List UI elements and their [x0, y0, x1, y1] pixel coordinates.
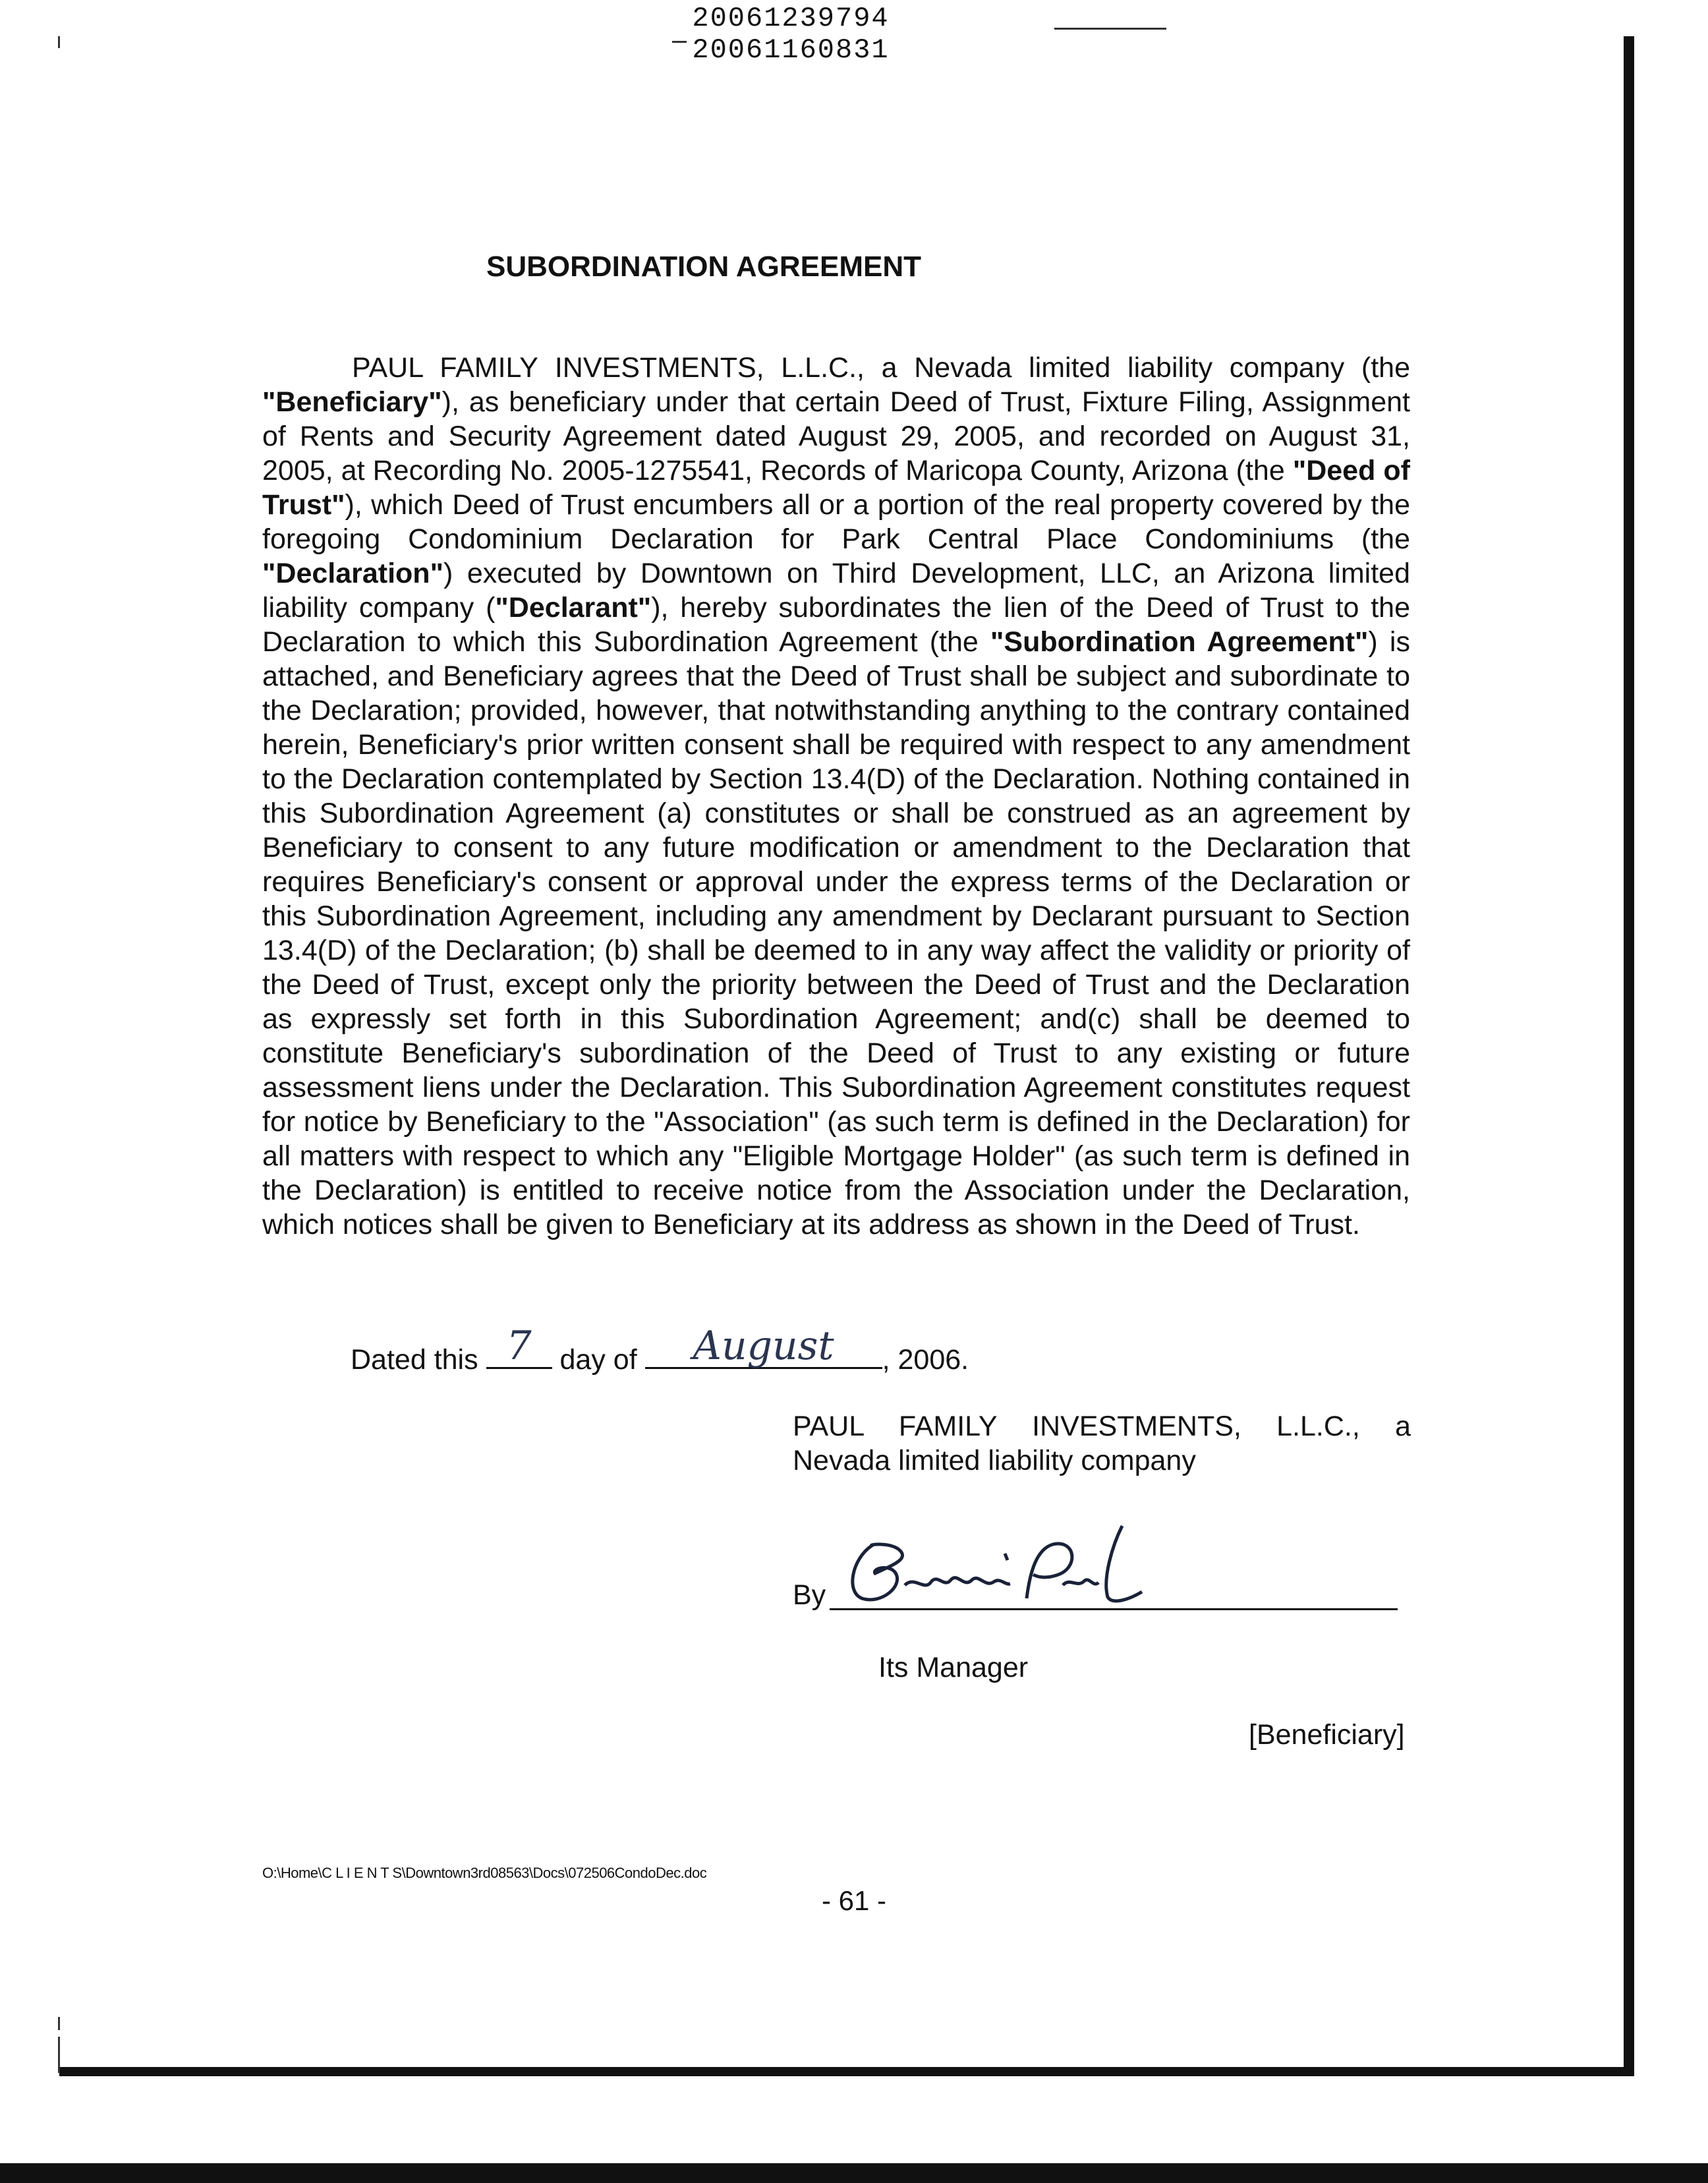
paragraph-text: ) is attached, and Beneficiary agrees that the Deed of Trust shall be subject and subordinate to the Declaration; provided, however, that notwithstanding anything to the contrary contained herein, Beneficiary's prior written consent shall be required with respect to any amendment to the Declaration contemplated by Section 13.4(D) of the Declaration. Nothing contained in this Subordination Agreement (a) constitutes or shall be construed as an agreement by Beneficiary to consent to any future modification or amendment to the Declaration that requires Beneficiary's consent or approval under the express terms of the Declaration or this Subordination Agreement, including any amendment by Declarant pursuant to Section 13.4(D) of the Declaration; (b) shall be deemed to in any way affect the validity or priority of the Deed of Trust, except only the priority between the Deed of Trust and the Declaration as expressly set forth in this Subordination Agreement; and(c) shall be deemed to constitute Beneficiary's subordination of the Deed of Trust to any existing or future assessment liens under the Declaration. This Subordination Agreement constitutes request for notice by Beneficiary to the "Association" (as such term is defined in the Declaration) for all matters with respect to which any "Eligible Mortgage Holder" (as such term is defined in the Declaration) is entitled to receive notice from the Association under the Declaration, which notices shall be given to Beneficiary at its address as shown in the Deed of Trust.: [262, 626, 1410, 1240]
scan-border-bottom: [59, 2067, 1634, 2076]
handwritten-day: 7: [506, 1323, 532, 1369]
defined-term: "Beneficiary": [262, 386, 442, 418]
day-blank: [486, 1323, 552, 1369]
dated-suffix: , 2006.: [882, 1344, 969, 1376]
paragraph-text: ) executed by Downtown on Third Development, LLC, an Arizona limited liability company (: [262, 558, 1410, 624]
defined-term: "Declarant": [495, 592, 652, 624]
signatory-company: [793, 1409, 1411, 1478]
company-type-line: Nevada limited liability company: [793, 1445, 1196, 1476]
page-number: - 61 -: [821, 1885, 887, 1916]
recording-numbers: [659, 3, 923, 66]
company-name-line: PAUL FAMILY INVESTMENTS, L.L.C., a: [793, 1411, 1411, 1442]
recording-number: 20061239794: [692, 3, 890, 34]
paragraph-text: ), as beneficiary under that certain Deed of Trust, Fixture Filing, Assignment of Rents and Security Agreement dated August 29, 2005, and recorded on August 31, 2005, at Recording No. 2005-1275541, Records of Maricopa County, Arizona (the: [262, 386, 1410, 486]
paragraph-text: PAUL FAMILY INVESTMENTS, L.L.C., a Nevada limited liability company (the: [352, 352, 1410, 384]
paragraph-text: ), which Deed of Trust encumbers all or a portion of the real property covered by the foregoing Condominium Declaration for Park Central Place Condominiums (the: [262, 489, 1410, 555]
recording-number: 20061160831: [692, 34, 890, 66]
defined-term: "Declaration": [262, 558, 443, 589]
month-blank: [645, 1323, 882, 1369]
dated-prefix: Dated this: [351, 1344, 478, 1376]
stray-mark: [58, 2017, 60, 2030]
by-label: By: [793, 1579, 826, 1611]
dated-middle: day of: [559, 1344, 637, 1376]
agreement-paragraph: [262, 351, 1410, 1242]
signature-line: [793, 1565, 1412, 1618]
scan-border-right: [1624, 36, 1634, 2076]
defined-term: "Subordination Agreement": [990, 626, 1369, 658]
signatory-title: Its Manager: [878, 1652, 1029, 1683]
paragraph-text: ), hereby subordinates the lien of the Deed of Trust to the Declaration to which this Subordination Agreement (the: [262, 592, 1411, 658]
stray-mark: [58, 36, 60, 48]
party-label: [Beneficiary]: [1249, 1719, 1405, 1751]
document-title: SUBORDINATION AGREEMENT: [486, 250, 921, 283]
dated-line: [351, 1323, 1075, 1380]
defined-term: "Deed of Trust": [262, 455, 1411, 521]
handwritten-signature: [832, 1519, 1241, 1618]
stray-mark: [1054, 28, 1166, 30]
frame-bottom: [0, 2163, 1708, 2183]
stray-mark: [58, 2037, 60, 2073]
handwritten-month: August: [693, 1323, 834, 1369]
file-path: O:\Home\C L I E N T S\Downtown3rd08563\Docs\072506CondoDec.doc: [262, 1865, 707, 1881]
